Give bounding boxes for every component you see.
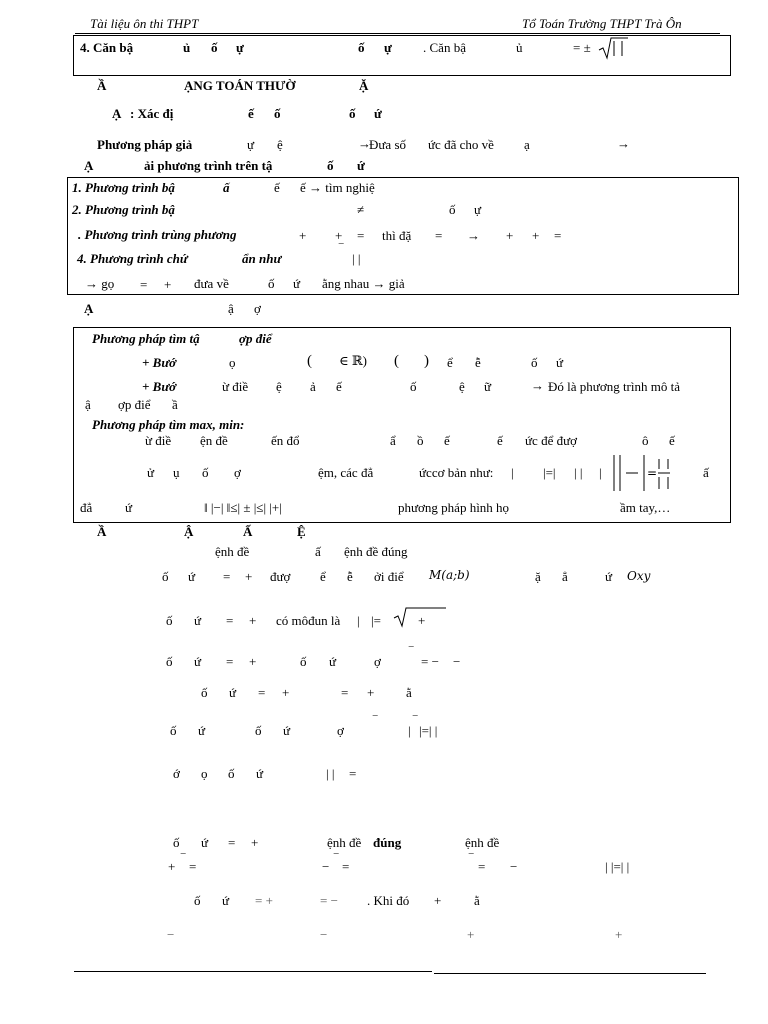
sqrt-symbol: [597, 36, 629, 60]
q3-char: ằ: [474, 893, 480, 908]
abs-bar: |: [357, 613, 360, 628]
eq-char: ố: [449, 202, 456, 217]
opt-sym: =: [341, 685, 349, 700]
eq-sym: →: [467, 228, 480, 243]
mm-text: ầm tay,…: [620, 500, 671, 515]
opt-char: ứ: [198, 723, 206, 738]
eq-text: ẩn như: [242, 251, 282, 266]
section-heading-suffix: Ặ: [359, 78, 369, 93]
opt-sym: +: [245, 569, 253, 584]
method-label: Phương pháp giả: [97, 137, 193, 152]
dang1-char: ố: [274, 106, 281, 121]
eq-sym: +: [532, 228, 540, 243]
maxmin-title: Phương pháp tìm max, min:: [92, 417, 245, 432]
mm-text: ện đề: [200, 433, 228, 448]
opt-char: ứ: [256, 766, 264, 781]
eq-sym: +: [335, 228, 343, 243]
step-char: ệ: [459, 379, 465, 394]
overbar: ‾: [409, 644, 414, 659]
opt-char: ố: [166, 613, 173, 628]
eq-line1: 1. Phương trình bậ: [72, 180, 175, 195]
opt-sym: |=: [371, 613, 381, 628]
step-char: ứ: [556, 355, 564, 370]
eq-sym: =: [140, 277, 148, 292]
q3-text: . Khi đó: [367, 893, 410, 908]
abs-bars: | |: [352, 251, 361, 266]
step-char: ế: [336, 379, 342, 394]
box1-char: ự: [236, 40, 244, 55]
dang2-title: ải phương trình trên tậ: [144, 158, 273, 173]
opt-char: ố: [300, 654, 307, 669]
opt-char: ằ: [406, 685, 412, 700]
q3-char: ố: [194, 893, 201, 908]
step-text: Đó là phương trình mô tả: [548, 379, 680, 394]
eq-line4: 4. Phương trình chứ: [77, 251, 188, 266]
opt-char: ể: [320, 569, 326, 584]
overbar: ‾: [373, 713, 378, 728]
dang1-marker: Ạ: [112, 106, 122, 121]
opt-char: ợ: [337, 723, 344, 738]
mm-text: ệm, các đẳ: [318, 465, 374, 480]
opt-char: ứ: [283, 723, 291, 738]
opt-text: có môđun là: [276, 613, 341, 628]
abs-bars: | |: [574, 465, 583, 480]
step-char: ầ: [172, 397, 178, 412]
step1: + Bướ: [142, 355, 177, 370]
header-left: Tài liệu ôn thi THPT: [90, 16, 199, 31]
mm-char: ế: [669, 433, 675, 448]
eq-char: ấ: [223, 180, 230, 195]
opt-char: ứ: [229, 685, 237, 700]
box1-text2: . Căn bậ: [423, 40, 466, 55]
eq-sym: +: [164, 277, 172, 292]
section-heading: ẠNG TOÁN THƯỜ: [184, 78, 296, 93]
q3-sym: = −: [320, 893, 338, 908]
mm-char: ế: [497, 433, 503, 448]
mm-char: ô: [642, 433, 649, 448]
opt-char: ặ: [535, 569, 541, 584]
eq-char: ≠: [357, 202, 365, 217]
opt-sym: −: [453, 654, 461, 669]
header-right: Tổ Toán Trường THPT Trà Ôn: [522, 16, 682, 31]
overbar: ‾: [334, 851, 339, 866]
opt-char: ố: [228, 766, 235, 781]
eq-line1-tail: ế → tìm nghiệ: [300, 180, 375, 195]
opt-sym: +: [282, 685, 290, 700]
abs-eq: |=| |: [419, 723, 438, 738]
opt-char: ứ: [194, 654, 202, 669]
dang1-char: ứ: [374, 106, 382, 121]
inequalities: ‖ |−| ‖≤| ± |≤| |+|: [204, 500, 282, 515]
choice-c-eq: =: [478, 859, 486, 874]
answer-b: −: [320, 927, 328, 942]
abs-bars: |: [511, 465, 514, 480]
arrow-icon: →: [531, 378, 544, 393]
eq-char: ế: [274, 180, 280, 195]
paren: (: [307, 353, 312, 369]
opt-char: ợ: [374, 654, 381, 669]
dang1-char: ế: [248, 106, 254, 121]
answer-d: +: [615, 927, 623, 942]
method-char: ệ: [277, 137, 283, 152]
mm-text: đẳ: [80, 500, 93, 515]
mm-text: ừ điề: [145, 433, 172, 448]
dang3-marker: Ạ: [84, 301, 94, 316]
dang2-marker: Ạ: [84, 158, 94, 173]
step-char: ọ: [229, 355, 236, 370]
mm-text: ến đổ: [271, 433, 300, 448]
box1-char: ố: [211, 40, 218, 55]
opt-sym: +: [367, 685, 375, 700]
opt-sym: +: [249, 613, 257, 628]
question-text: ệnh đề đúng: [344, 544, 408, 559]
dang1-char: ố: [349, 106, 356, 121]
dang3-char: ậ: [228, 301, 234, 316]
q2-char: ứ: [201, 835, 209, 850]
overbar: ‾: [339, 241, 344, 256]
step-char: ễ: [475, 355, 481, 370]
eq-sym: =: [435, 228, 443, 243]
choice-a-eq: =: [189, 859, 197, 874]
step-char: ố: [531, 355, 538, 370]
box1-char: ố: [358, 40, 365, 55]
dang1-title: : Xác đị: [130, 106, 174, 121]
step-char: ể: [447, 355, 453, 370]
q2-bold: đúng: [373, 835, 402, 850]
plus-minus: = ±: [573, 40, 591, 55]
choice-a: +: [168, 859, 176, 874]
eq-line3: . Phương trình trùng phương: [78, 227, 237, 242]
opt-char: ễ: [347, 569, 353, 584]
opt-char: ớ: [173, 766, 180, 781]
overbar: ‾: [469, 851, 474, 866]
step2: + Bướ: [142, 379, 177, 394]
opt-char: ố: [255, 723, 262, 738]
q3-sym: = +: [255, 893, 273, 908]
abs-bar: |: [408, 723, 411, 738]
q2-text: ệnh đề: [327, 835, 362, 850]
step-char: ữ: [484, 379, 492, 394]
section-heading-prefix: Ầ: [97, 78, 107, 93]
eq-sym: =: [554, 228, 562, 243]
choice-b: −: [322, 859, 330, 874]
opt-char: ố: [162, 569, 169, 584]
method-text: ức đã cho về: [428, 137, 494, 152]
mm-char: ấ: [703, 465, 709, 480]
q2-sym: =: [228, 835, 236, 850]
opt-sym: =: [226, 613, 234, 628]
opt-sym: =: [258, 685, 266, 700]
mm-char: ế: [444, 433, 450, 448]
footer-rule: [434, 973, 706, 974]
q2-text: ệnh đề: [465, 835, 500, 850]
mm-char: ụ: [173, 465, 180, 480]
eq-text: đưa về: [194, 276, 229, 291]
step-text: ợp điể: [118, 397, 151, 412]
mm-text: ức để đượ: [525, 433, 578, 448]
box1-char: ủ: [516, 40, 523, 55]
mm-text: phương pháp hình họ: [398, 500, 510, 515]
question-char: ấ: [315, 544, 321, 559]
eq-char: ự: [474, 202, 482, 217]
opt-sym: +: [418, 613, 426, 628]
box3-title: ợp điể: [239, 331, 272, 346]
mm-char: ẩ: [390, 433, 396, 448]
mm-char: ợ: [234, 465, 241, 480]
q3-char: ứ: [222, 893, 230, 908]
choice-d: | |=| |: [605, 859, 630, 874]
opt-sym: = −: [421, 654, 439, 669]
mm-char: ử: [147, 465, 155, 480]
svg-text:=: =: [647, 466, 658, 480]
mm-char: ồ: [417, 433, 424, 448]
q2-sym: +: [251, 835, 259, 850]
step-text: ừ điề: [222, 379, 249, 394]
opt-char: ứ: [329, 654, 337, 669]
dang3-char: ợ: [254, 301, 261, 316]
paren: (: [394, 353, 399, 369]
point-m: M(a;b): [429, 568, 470, 582]
opt-char: ứ: [194, 613, 202, 628]
method-text: Đưa số: [369, 137, 407, 152]
opt-char: ố: [166, 654, 173, 669]
opt-sym: =: [226, 654, 234, 669]
mm-text: ứccơ bản như:: [419, 465, 494, 480]
step-char: ệ: [276, 379, 282, 394]
footer-rule: [74, 971, 432, 972]
overbar: ‾: [181, 851, 186, 866]
section2-char: Ầ: [97, 524, 107, 539]
box1-text: 4. Căn bậ: [80, 40, 134, 55]
mm-char: ứ: [125, 500, 133, 515]
section2-char: Ấ: [243, 524, 253, 539]
opt-text: đượ: [270, 569, 291, 584]
fraction-abs: [612, 453, 672, 493]
arrow-icon: →: [617, 136, 630, 151]
choice-b-eq: =: [342, 859, 350, 874]
eq-text: ằng nhau → giả: [322, 276, 405, 291]
question-text: ệnh đề: [215, 544, 250, 559]
eq-text: thì đặ: [382, 228, 412, 243]
eq-line5: → gọ: [85, 276, 115, 291]
answer-c: +: [467, 927, 475, 942]
eq-sym: +: [506, 228, 514, 243]
arrow-icon: →: [358, 136, 371, 151]
section2-char: Ệ: [297, 524, 306, 539]
opt-text: ởi điể: [374, 569, 404, 584]
opt-char: ứ: [188, 569, 196, 584]
eq-char: ứ: [293, 276, 301, 291]
method-char: ự: [247, 137, 255, 152]
answer-a: −: [167, 927, 175, 942]
opt-sym: +: [249, 654, 257, 669]
eq-sym: +: [299, 228, 307, 243]
plane-oxy: Oxy: [627, 569, 651, 583]
opt-char: ọ: [201, 766, 208, 781]
mm-char: ố: [202, 465, 209, 480]
dang2-char: ứ: [357, 158, 365, 173]
abs-bars: |: [599, 465, 602, 480]
q2-char: ố: [173, 835, 180, 850]
opt-char: ẳ: [562, 569, 568, 584]
box1-char: ủ: [183, 40, 191, 55]
in-reals: ∈ ℝ): [339, 353, 368, 368]
sqrt-box: [73, 35, 731, 76]
box3-title: Phương pháp tìm tậ: [92, 331, 200, 346]
opt-char: ố: [170, 723, 177, 738]
box1-char: ự: [384, 40, 392, 55]
opt-char: ứ: [605, 569, 613, 584]
step-char: ậ: [85, 397, 91, 412]
abs-eq: |=|: [543, 465, 556, 480]
paren: ): [424, 353, 429, 369]
header-rule: [75, 33, 720, 34]
opt-sym: =: [349, 766, 357, 781]
eq-char: ố: [268, 276, 275, 291]
eq-line2: 2. Phương trình bậ: [72, 202, 175, 217]
eq-sym: =: [357, 228, 365, 243]
overbar: ‾: [413, 713, 418, 728]
step-char: ả: [310, 379, 316, 394]
dang2-char: ố: [327, 158, 334, 173]
abs-bars: | |: [326, 766, 335, 781]
method-char: ạ: [524, 137, 530, 152]
opt-sym: =: [223, 569, 231, 584]
section2-char: Ậ: [184, 524, 194, 539]
choice-c: −: [510, 859, 518, 874]
opt-char: ố: [201, 685, 208, 700]
q3-sym: +: [434, 893, 442, 908]
step-char: ố: [410, 379, 417, 394]
